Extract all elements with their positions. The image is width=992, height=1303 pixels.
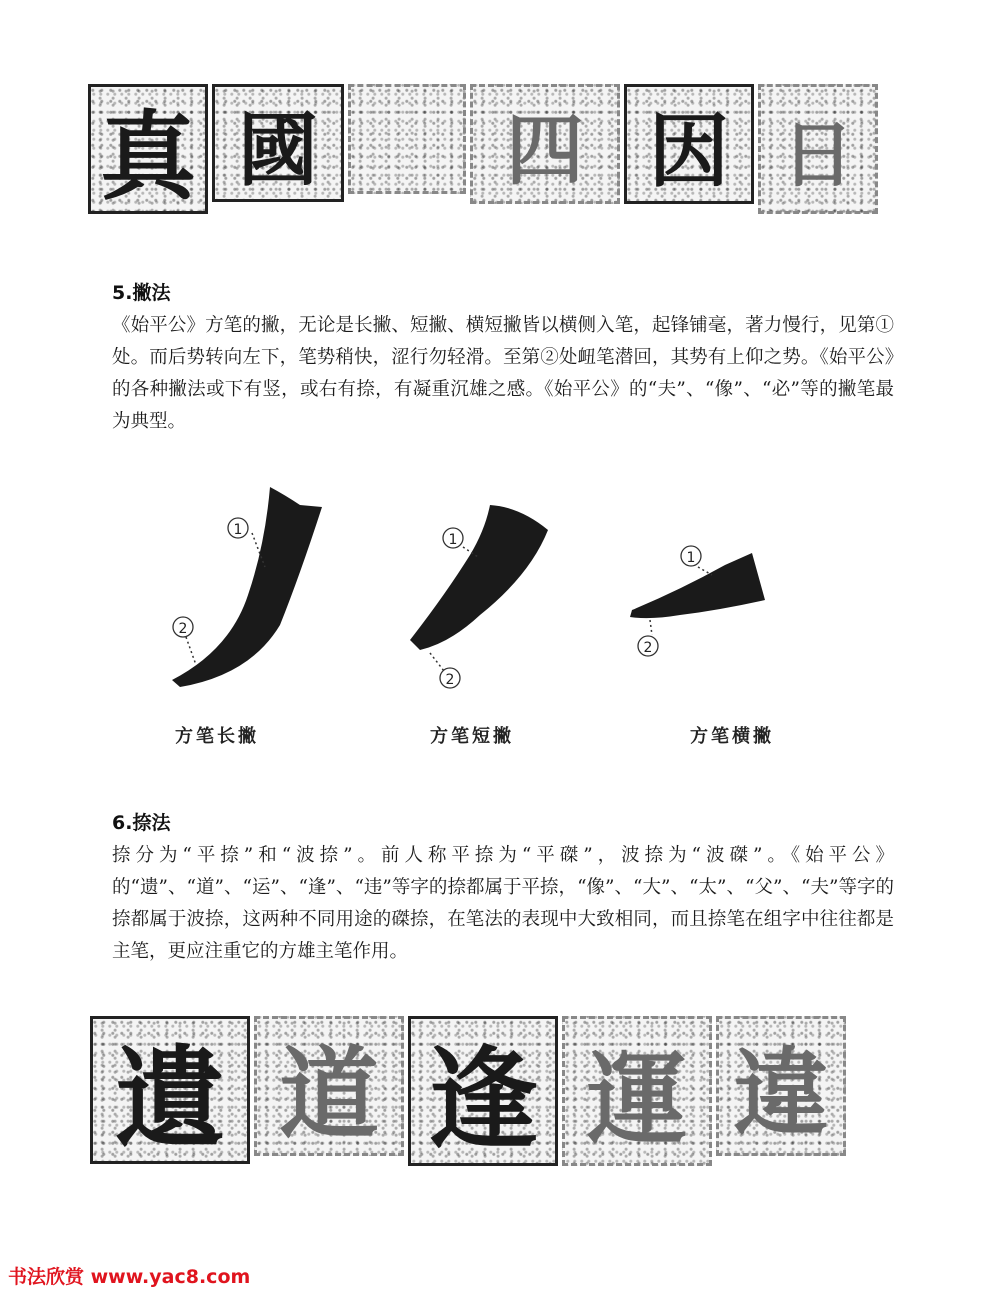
stroke-caption: 方笔长撇 [175, 726, 259, 747]
bottom-rubbing-row [90, 1016, 846, 1166]
rubbing-char [90, 1016, 250, 1164]
marker-one: 1 [233, 522, 243, 538]
marker-two: 2 [178, 621, 188, 637]
paragraph-text: 捺分为“平捺”和“波捺”。前人称平捺为“平磔”，波捺为“波磔”。《始平公》的“遗”、“道”、“运”、“逢”、“违”等字的捺都属于平捺，“像”、“大”、“太”、“父”、“夫”等字的捺都属于波捺，这两种不同用途的磔捺，在笔法的表现中大致相同，而且捺笔在组字中往往都是主笔，更应注重它的方雄主笔作用。 [112, 845, 894, 962]
section-paragraph [112, 840, 894, 968]
section-heading: 5.撇法 [112, 282, 171, 304]
rubbing-char [758, 84, 878, 214]
rubbing-glyph: 違 [733, 1036, 829, 1150]
rubbing-glyph [351, 87, 463, 191]
rubbing-char [408, 1016, 558, 1166]
rubbing-char [348, 84, 466, 194]
rubbing-glyph: 因 [649, 103, 729, 198]
rubbing-char [212, 84, 344, 202]
rubbing-glyph: 日 [781, 112, 854, 197]
rubbing-glyph: 遺 [115, 1034, 225, 1163]
section-paragraph [112, 310, 894, 438]
watermark: 书法欣赏 www.yac8.com [8, 1266, 251, 1288]
marker-two: 2 [643, 640, 653, 656]
rubbing-glyph: 國 [238, 102, 318, 197]
marker-one: 1 [686, 550, 696, 566]
stroke-caption: 方笔短撇 [430, 726, 514, 747]
rubbing-char [624, 84, 754, 204]
rubbing-glyph: 逢 [428, 1035, 538, 1164]
section-heading: 6.捺法 [112, 812, 171, 834]
long-pie-stroke [172, 487, 322, 687]
stroke-caption: 方笔横撇 [690, 726, 774, 747]
rubbing-char [716, 1016, 846, 1156]
short-pie-stroke [410, 505, 548, 650]
rubbing-char [470, 84, 620, 204]
rubbing-glyph: 道 [279, 1035, 379, 1153]
rubbing-glyph: 運 [587, 1040, 687, 1158]
marker-two: 2 [445, 672, 455, 688]
paragraph-text: 《始平公》方笔的撇，无论是长撇、短撇、横短撇皆以横侧入笔，起锋铺毫，著力慢行，见第①处。而后势转向左下，笔势稍快，涩行勿轻滑。至第②处衄笔潜回，其势有上仰之势。《始平公》的各种撇法或下有竖，或右有捺，有凝重沉雄之感。《始平公》的“夫”、“像”、“必”等的撇笔最为典型。 [112, 315, 894, 432]
rubbing-char [254, 1016, 404, 1156]
marker-one: 1 [448, 532, 458, 548]
rubbing-char [88, 84, 208, 214]
rubbing-char [562, 1016, 712, 1166]
rubbing-glyph: 真 [100, 99, 196, 213]
top-rubbing-row [88, 84, 878, 214]
rubbing-glyph: 四 [505, 105, 584, 196]
